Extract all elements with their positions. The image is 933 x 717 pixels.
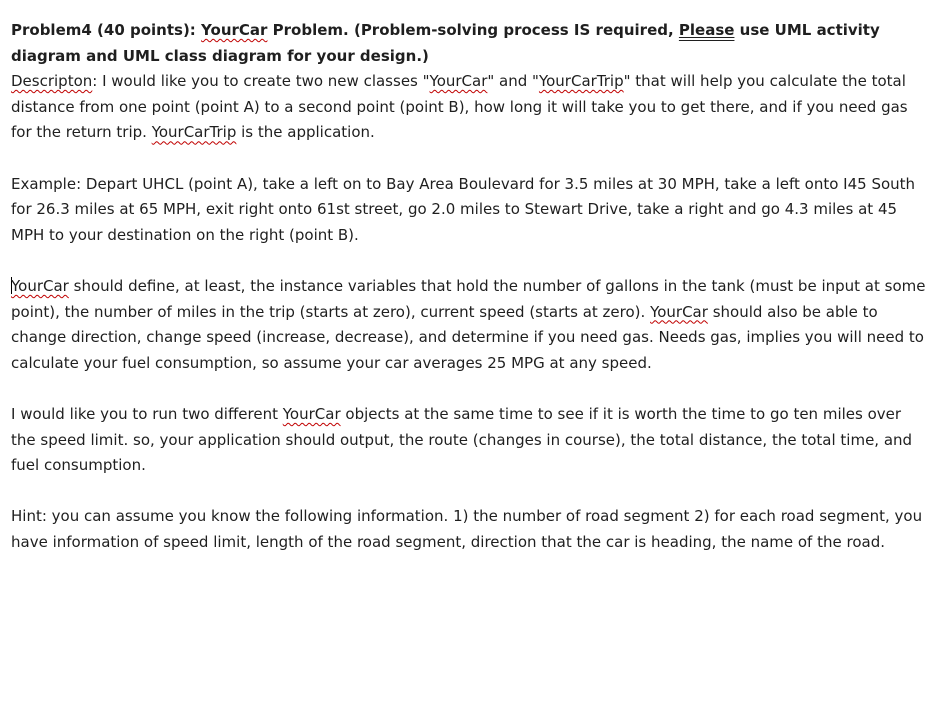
class-name-yourcar: YourCar — [429, 72, 488, 91]
description-label: Descripton — [11, 72, 93, 91]
class-name-yourcar: YourCar — [650, 302, 708, 321]
example-paragraph: Example: Depart UHCL (point A), take a left on to Bay Area Boulevard for 3.5 miles at 30 MPH, take a left onto I45 South for 26.3 miles at 65 MPH, exit right onto 61st street, go 2.0 miles to Stewart Drive, take a right and go 4.3 miles at 45 MPH to your destination on the right (point B). — [11, 174, 916, 244]
spellcheck-word: YourCar — [201, 21, 268, 39]
document-body — [11, 18, 926, 581]
class-name-yourcar: YourCar — [282, 404, 341, 423]
class-name-yourcartrip: YourCarTrip — [538, 72, 624, 91]
hint-paragraph: Hint: you can assume you know the following information. 1) the number of road segment 2) for each road segment, you have information of speed limit, length of the road segment, direction that the car is heading, the name of the road. — [11, 507, 923, 551]
class-name-yourcar: YourCar — [11, 276, 69, 295]
problem-heading: Problem4 (40 points): YourCar Problem. (Problem-solving process IS required, Please use UML activity diagram and UML class diagram for your design.) — [11, 21, 880, 65]
description-paragraph: Descripton: I would like you to create two new classes "YourCar" and "YourCarTrip" that will help you calculate the total distance from one point (point A) to a second point (point B), how long it will take you to get there, and if you need gas for the return trip. YourCarTrip is the application. — [11, 72, 908, 142]
grammar-flagged-word: Please — [678, 21, 735, 39]
run-paragraph: I would like you to run two different YourCar objects at the same time to see if it is worth the time to go ten miles over the speed limit. so, your application should output, the route (changes in course), the total distance, the total time, and fuel consumption. — [11, 404, 913, 475]
yourcar-paragraph: YourCar should define, at least, the instance variables that hold the number of gallons in the tank (must be input at some point), the number of miles in the trip (starts at zero), current speed (starts at zero). YourCar should also be able to change direction, change speed (increase, decrease), and determine if you need gas. Needs gas, implies you will need to calculate your fuel consumption, so assume your car averages 25 MPG at any speed. — [11, 276, 926, 372]
application-name: YourCarTrip — [151, 123, 237, 142]
